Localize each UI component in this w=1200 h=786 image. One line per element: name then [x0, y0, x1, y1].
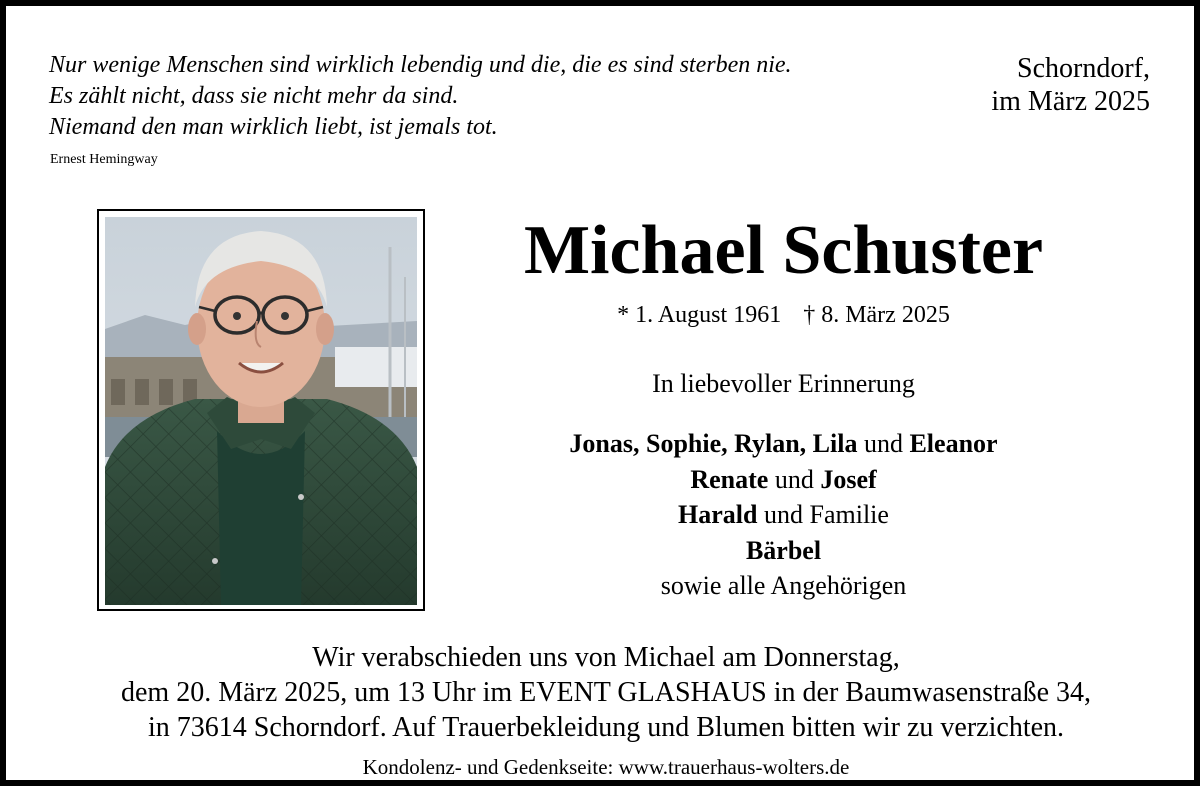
mourner-suffix: und Familie: [757, 500, 889, 529]
mourner-line: sowie alle Angehörigen: [660, 571, 907, 600]
mourner-name: Eleanor: [909, 429, 998, 458]
mourner-name: Harald: [678, 500, 758, 529]
date: im März 2025: [991, 86, 1150, 117]
place: Schorndorf,: [1017, 53, 1150, 84]
mourner-names: Jonas, Sophie, Rylan, Lila: [569, 429, 858, 458]
quote-line: Niemand den man wirklich liebt, ist jemals tot.: [49, 114, 498, 140]
mourner-line: [446, 426, 1121, 462]
quote-block: [49, 50, 792, 143]
farewell-notice: [6, 640, 1200, 745]
birth-date: * 1. August 1961: [617, 302, 782, 328]
mourner-conjunction: und: [768, 464, 821, 494]
mourner-line: [446, 497, 1121, 533]
farewell-line: Wir verabschieden uns von Michael am Donnerstag,: [312, 642, 900, 673]
deceased-name: Michael Schuster: [523, 212, 1044, 289]
mourner-name: Renate: [690, 464, 769, 494]
portrait-frame: [97, 209, 425, 611]
memory-line: In liebevoller Erinnerung: [652, 369, 915, 398]
farewell-line: dem 20. März 2025, um 13 Uhr im EVENT GLASHAUS in der Baumwasenstraße 34,: [120, 677, 1091, 708]
mourner-line: [446, 462, 1121, 498]
quote-author: Ernest Hemingway: [50, 152, 158, 167]
mourner-conjunction: und: [857, 429, 910, 458]
mourner-name: Josef: [820, 464, 877, 494]
mourner-name: Bärbel: [745, 535, 822, 565]
condolence-website: Kondolenz- und Gedenkseite: www.trauerhaus-wolters.de: [362, 755, 850, 779]
farewell-line: in 73614 Schorndorf. Auf Trauerbekleidung und Blumen bitten wir zu verzichten.: [147, 712, 1065, 743]
mourners-list: [446, 426, 1121, 604]
portrait-photo: [105, 217, 417, 605]
place-date: [991, 52, 1150, 118]
life-dates: [446, 300, 1121, 330]
death-date: † 8. März 2025: [803, 302, 950, 328]
quote-line: Nur wenige Menschen sind wirklich lebendig und die, die es sind sterben nie.: [49, 52, 792, 78]
quote-line: Es zählt nicht, dass sie nicht mehr da sind.: [49, 83, 459, 109]
